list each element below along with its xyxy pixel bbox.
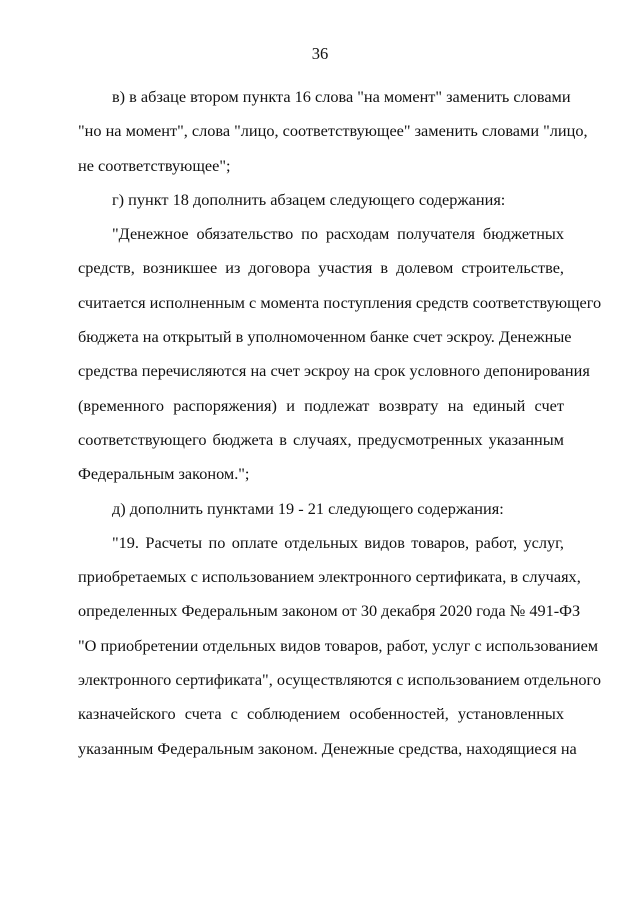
page-number: 36: [311, 44, 329, 63]
text-line: Федеральным законом.";: [78, 464, 250, 484]
paragraph-item-d: [78, 492, 564, 526]
paragraph-quote-monetary-obligation: [78, 217, 602, 491]
text-line: средств, возникшее из договора участия в долевом строительстве,: [78, 258, 564, 278]
text-line: бюджета на открытый в уполномоченном банке счет эскроу. Денежные: [78, 327, 572, 347]
text-line: "но на момент", слова "лицо, соответствующее" заменить словами "лицо,: [78, 121, 588, 141]
paragraph-point-19: [78, 526, 601, 766]
text-line: считается исполненным с момента поступления средств соответствующего: [78, 292, 602, 312]
text-line: д) дополнить пунктами 19 - 21 следующего содержания:: [112, 498, 504, 518]
paragraph-item-v: [78, 80, 588, 183]
text-line: "19. Расчеты по оплате отдельных видов товаров, работ, услуг,: [112, 532, 564, 552]
text-line: казначейского счета с соблюдением особенностей, установленных: [78, 704, 564, 724]
text-line: "О приобретении отдельных видов товаров, работ, услуг с использованием: [78, 635, 599, 655]
paragraph-item-g: [78, 183, 564, 217]
text-line: электронного сертификата", осуществляются с использованием отдельного: [78, 670, 601, 690]
text-line: (временного распоряжения) и подлежат возврату на единый счет: [78, 395, 564, 415]
text-line: приобретаемых с использованием электронного сертификата, в случаях,: [78, 567, 581, 587]
text-line: "Денежное обязательство по расходам получателя бюджетных: [112, 224, 564, 244]
text-line: г) пункт 18 дополнить абзацем следующего содержания:: [112, 189, 506, 209]
text-line: не соответствующее";: [78, 155, 231, 175]
text-line: указанным Федеральным законом. Денежные средства, находящиеся на: [78, 738, 577, 758]
text-line: определенных Федеральным законом от 30 декабря 2020 года № 491-ФЗ: [78, 601, 581, 621]
text-line: соответствующего бюджета в случаях, предусмотренных указанным: [78, 429, 564, 449]
text-line: в) в абзаце втором пункта 16 слова "на момент" заменить словами: [112, 87, 571, 106]
document-body: [78, 80, 602, 766]
text-line: средства перечисляются на счет эскроу на срок условного депонирования: [78, 361, 590, 381]
